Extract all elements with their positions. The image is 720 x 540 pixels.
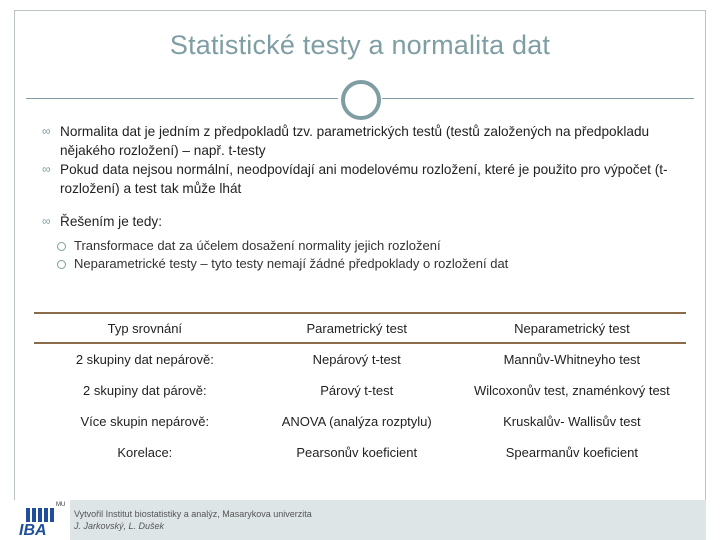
table-cell: Párový t-test [320, 383, 394, 398]
table-row [34, 343, 686, 375]
bullet-text: Pokud data nejsou normální, neodpovídají ani modelovému rozložení, které je použito pro výpočet (t-rozložení) a test tak může lhát [60, 162, 668, 196]
table-row [34, 437, 686, 468]
subbullet-item [56, 255, 682, 273]
infinity-bullet-icon: ∞ [42, 124, 51, 138]
table-cell: 2 skupiny dat párově: [83, 383, 207, 398]
infinity-bullet-icon: ∞ [42, 214, 51, 228]
subbullet-item [56, 237, 682, 255]
logo-mu-text: MU [56, 502, 66, 508]
logo-stripes [26, 508, 56, 522]
slide-title: Statistické testy a normalita dat [169, 30, 551, 60]
table-header-row [34, 313, 686, 343]
table-cell: Wilcoxonův test, znaménkový test [473, 383, 670, 398]
table-cell: Korelace: [117, 445, 173, 460]
subbullet-text: Transformace dat za účelem dosažení normality jejich rozložení [74, 238, 441, 253]
table-cell: Mannův-Whitneyho test [503, 352, 641, 367]
footer-institution: Vytvořil Institut biostatistiky a analýz, Masarykova univerzita [74, 509, 312, 519]
title-divider-left [26, 98, 338, 99]
column-header: Parametrický test [256, 313, 458, 343]
footer-credits [74, 508, 312, 532]
title-circle-ornament [341, 80, 381, 120]
circle-bullet-icon [57, 260, 66, 269]
table-cell: 2 skupiny dat nepárově: [75, 352, 214, 367]
table-cell: Kruskalův- Wallisův test [503, 414, 641, 429]
table-cell: ANOVA (analýza rozptylu) [281, 414, 432, 429]
bullet-text: Řešením je tedy: [60, 214, 162, 229]
table-row [34, 406, 686, 437]
bullet-item [42, 122, 682, 160]
circle-bullet-icon [57, 242, 66, 251]
table-cell: Více skupin nepárově: [80, 414, 210, 429]
iba-logo [14, 500, 70, 540]
table-cell: Spearmanův koeficient [505, 445, 639, 460]
slide-footer [14, 500, 706, 540]
logo-iba-text: IBA [19, 522, 47, 539]
column-header: Typ srovnání [34, 313, 256, 343]
table-cell: Pearsonův koeficient [296, 445, 418, 460]
infinity-bullet-icon: ∞ [42, 162, 51, 176]
subbullet-text: Neparametrické testy – tyto testy nemají žádné předpoklady o rozložení dat [74, 256, 509, 271]
column-header: Neparametrický test [458, 313, 686, 343]
footer-authors: J. Jarkovský, L. Dušek [74, 521, 165, 531]
test-comparison-table [34, 312, 686, 468]
bullet-item [42, 160, 682, 198]
title-divider-right [382, 98, 694, 99]
table-cell: Nepárový t-test [312, 352, 401, 367]
table-row [34, 375, 686, 406]
bullet-list [42, 122, 682, 273]
bullet-text: Normalita dat je jedním z předpokladů tzv. parametrických testů (testů založených na předpokladu nějakého rozložení) – např. t-testy [60, 124, 650, 158]
bullet-item [42, 212, 682, 231]
